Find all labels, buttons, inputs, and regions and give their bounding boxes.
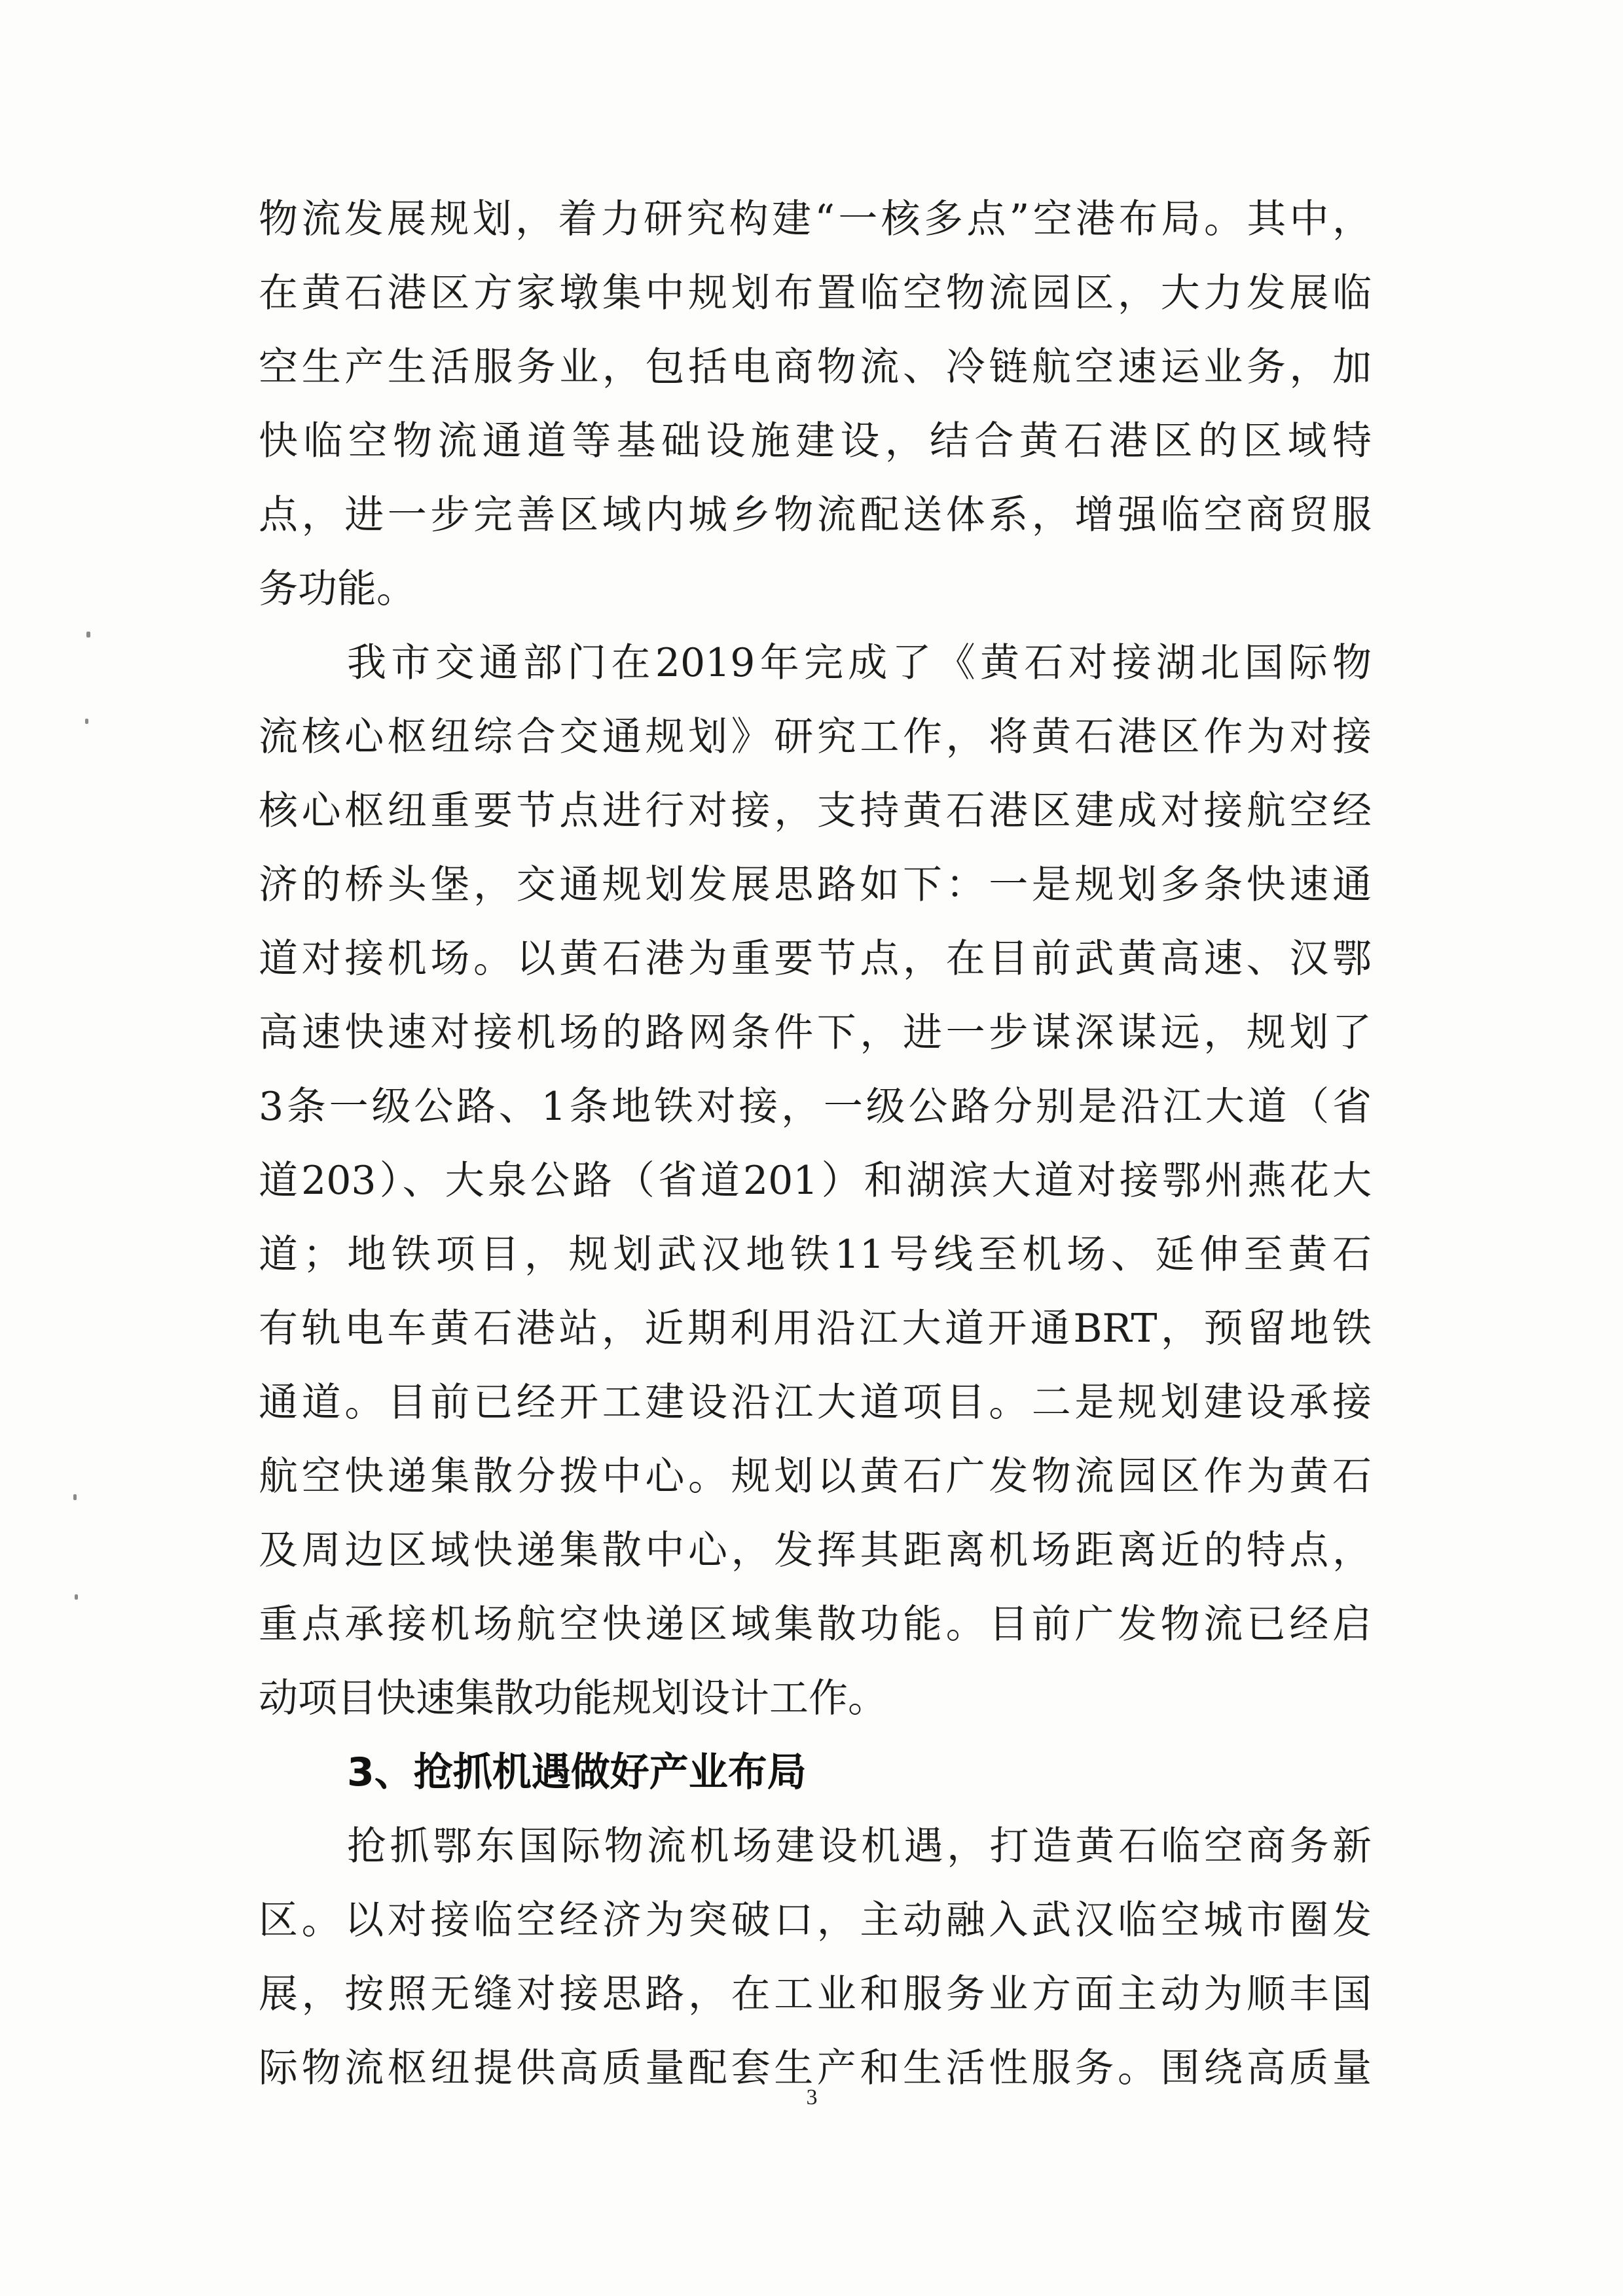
body-text-line: 道203）、大泉公路（省道201）和湖滨大道对接鄂州燕花大	[259, 1158, 1372, 1204]
scan-speck	[86, 632, 90, 637]
body-text-line: 重点承接机场航空快递区域集散功能。目前广发物流已经启	[259, 1602, 1372, 1647]
body-text-line: 通道。目前已经开工建设沿江大道项目。二是规划建设承接	[259, 1380, 1372, 1426]
body-text-line: 及周边区域快递集散中心，发挥其距离机场距离近的特点，	[259, 1528, 1372, 1573]
scan-speck	[75, 1594, 78, 1600]
paragraph-first-line: 抢抓鄂东国际物流机场建设机遇，打造黄石临空商务新	[347, 1823, 1372, 1869]
body-text-line: 点，进一步完善区域内城乡物流配送体系，增强临空商贸服	[259, 492, 1372, 538]
section-heading: 3、抢抓机遇做好产业布局	[347, 1749, 807, 1795]
scan-speck	[85, 719, 88, 724]
body-text-line: 务功能。	[259, 566, 416, 612]
body-text-line: 在黄石港区方家墩集中规划布置临空物流园区，大力发展临	[259, 270, 1372, 316]
body-text-line: 道；地铁项目，规划武汉地铁11号线至机场、延伸至黄石	[259, 1232, 1372, 1278]
body-text-line: 道对接机场。以黄石港为重要节点，在目前武黄高速、汉鄂	[259, 936, 1372, 982]
body-text-line: 高速快速对接机场的路网条件下，进一步谋深谋远，规划了	[259, 1010, 1372, 1056]
body-text-line: 际物流枢纽提供高质量配套生产和生活性服务。围绕高质量	[259, 2045, 1372, 2091]
body-text-line: 航空快递集散分拨中心。规划以黄石广发物流园区作为黄石	[259, 1454, 1372, 1499]
body-text-line: 3条一级公路、1条地铁对接，一级公路分别是沿江大道（省	[259, 1084, 1372, 1130]
body-text-line: 物流发展规划，着力研究构建“一核多点”空港布局。其中，	[259, 196, 1372, 242]
body-text-line: 动项目快速集散功能规划设计工作。	[259, 1676, 887, 1721]
body-text-line: 区。以对接临空经济为突破口，主动融入武汉临空城市圈发	[259, 1897, 1372, 1943]
body-text-line: 有轨电车黄石港站，近期利用沿江大道开通BRT，预留地铁	[259, 1306, 1372, 1352]
scan-speck	[73, 1494, 77, 1500]
body-text-line: 展，按照无缝对接思路，在工业和服务业方面主动为顺丰国	[259, 1971, 1372, 2017]
paragraph-first-line: 我市交通部门在2019年完成了《黄石对接湖北国际物	[347, 640, 1372, 686]
page-number: 3	[806, 2085, 818, 2109]
body-text-line: 空生产生活服务业，包括电商物流、冷链航空速运业务，加	[259, 344, 1372, 390]
body-text-line: 济的桥头堡，交通规划发展思路如下：一是规划多条快速通	[259, 862, 1372, 908]
body-text-line: 流核心枢纽综合交通规划》研究工作，将黄石港区作为对接	[259, 714, 1372, 760]
body-text-line: 快临空物流通道等基础设施建设，结合黄石港区的区域特	[259, 418, 1372, 464]
body-text-line: 核心枢纽重要节点进行对接，支持黄石港区建成对接航空经	[259, 788, 1372, 834]
